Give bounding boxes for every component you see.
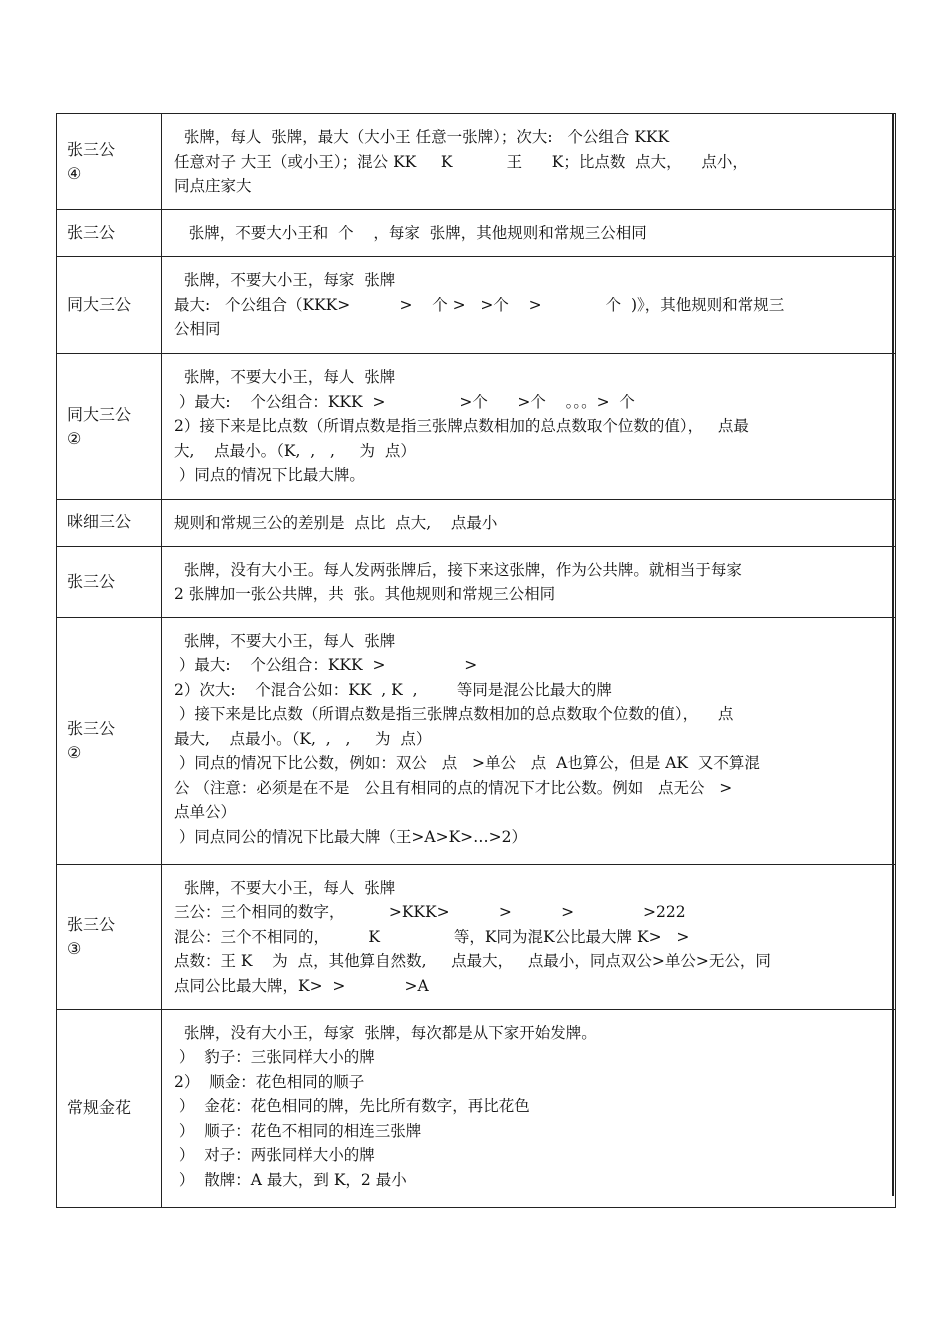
table-row bbox=[57, 210, 896, 257]
rule-line: ）同点同公的情况下比最大牌（王>A>K>…>2） bbox=[174, 827, 528, 846]
rule-description-cell bbox=[162, 354, 896, 500]
game-name: 张三公 bbox=[67, 223, 116, 242]
rule-line: ） 散牌：A 最大，到 K，2 最小 bbox=[174, 1170, 407, 1189]
game-name-cell bbox=[57, 864, 162, 1009]
rule-line: 点同公比最大牌，K> > >A bbox=[174, 976, 429, 995]
table-row bbox=[57, 864, 896, 1009]
rule-line: ） 豹子：三张同样大小的牌 bbox=[174, 1048, 375, 1066]
rule-line: ）接下来是比点数（所谓点数是指三张牌点数相加的总点数取个位数的值）， 点 bbox=[174, 705, 734, 723]
rule-line: 张牌，不要大小王，每家 张牌 bbox=[174, 271, 396, 289]
rule-line: 任意对子 大王（或小王）；混公 KK K 王 K；比点数 点大， 点小， bbox=[174, 152, 748, 171]
game-name-cell bbox=[57, 500, 162, 547]
table-row bbox=[57, 1009, 896, 1207]
rule-line: ）最大: 个公组合：KKK > > bbox=[174, 656, 478, 674]
table-row bbox=[57, 617, 896, 864]
rule-line: 点单公） bbox=[174, 803, 237, 821]
rule-line: 公相同 bbox=[174, 320, 221, 338]
rule-line: 最大, 点最小。（K, , , 为 点） bbox=[174, 729, 432, 748]
game-name: 同大三公 bbox=[67, 295, 132, 314]
rule-line: 三公：三个相同的数字， >KKK> > > >222 bbox=[174, 903, 686, 921]
rule-line: 2）接下来是比点数（所谓点数是指三张牌点数相加的总点数取个位数的值）， 点最 bbox=[174, 417, 749, 435]
table-row bbox=[57, 114, 896, 210]
rule-line: 张牌，没有大小王。每人发两张牌后，接下来这张牌，作为公共牌。就相当于每家 bbox=[174, 560, 742, 579]
rule-line: ）最大: 个公组合：KKK > >个 >个 。。。> 个 bbox=[174, 392, 635, 411]
rule-line: 张牌，不要大小王，每人 张牌 bbox=[174, 368, 396, 386]
rule-line: 规则和常规三公的差别是 点比 点大, 点最小 bbox=[174, 514, 498, 532]
rule-line: ） 金花：花色相同的牌，先比所有数字，再比花色 bbox=[174, 1097, 530, 1115]
rule-line: 同点庄家大 bbox=[174, 177, 252, 195]
game-variant-number: ③ bbox=[67, 938, 82, 958]
rule-line: 张牌，不要大小王，每人 张牌 bbox=[174, 631, 396, 650]
rule-description-cell bbox=[162, 546, 896, 617]
rule-line: 2）次大: 个混合公如：KK , K , 等同是混公比最大的牌 bbox=[174, 680, 612, 699]
game-name: 咪细三公 bbox=[67, 512, 132, 531]
game-name-cell bbox=[57, 354, 162, 500]
game-name-cell bbox=[57, 114, 162, 210]
rules-table-body bbox=[57, 114, 896, 1208]
table-row bbox=[57, 500, 896, 547]
rule-line: 张牌，没有大小王，每家 张牌，每次都是从下家开始发牌。 bbox=[174, 1023, 597, 1042]
game-name-cell bbox=[57, 257, 162, 354]
rules-table bbox=[56, 113, 896, 1208]
rule-description-cell bbox=[162, 500, 896, 547]
rule-line: 2 张牌加一张公共牌，共 张。其他规则和常规三公相同 bbox=[174, 585, 556, 603]
table-row bbox=[57, 354, 896, 500]
rule-line: ） 顺子：花色不相同的相连三张牌 bbox=[174, 1121, 422, 1140]
rule-line: ）同点的情况下比公数，例如：双公 点 >单公 点 A也算公，但是 AK 又不算混 bbox=[174, 754, 760, 772]
rule-description-cell bbox=[162, 114, 896, 210]
rule-line: 张牌，每人 张牌，最大（大小王 任意一张牌）；次大: 个公组合 KKK bbox=[174, 128, 670, 146]
game-name: 张三公 bbox=[67, 718, 116, 738]
game-variant-number: ④ bbox=[67, 163, 82, 183]
game-name: 张三公 bbox=[67, 139, 116, 159]
rule-line: 最大: 个公组合（KKK> > 个 > >个 > 个 )》，其他规则和常规三 bbox=[174, 295, 785, 314]
table-right-border bbox=[892, 113, 894, 1196]
rule-line: 点数：王 K 为 点，其他算自然数, 点最大， 点最小，同点双公>单公>无公，同 bbox=[174, 952, 771, 970]
table-row bbox=[57, 257, 896, 354]
rule-description-cell bbox=[162, 617, 896, 864]
game-name: 同大三公 bbox=[67, 404, 132, 424]
rule-line: 混公：三个不相同的， K 等，K同为混K公比最大牌 K> > bbox=[174, 927, 690, 946]
game-variant-number: ② bbox=[67, 428, 82, 448]
rule-line: 公 （注意：必须是在不是 公且有相同的点的情况下才比公数。例如 点无公 > bbox=[174, 778, 733, 797]
rule-description-cell bbox=[162, 257, 896, 354]
rule-line: ） 对子：两张同样大小的牌 bbox=[174, 1146, 375, 1164]
table-row bbox=[57, 546, 896, 617]
game-name: 张三公 bbox=[67, 914, 116, 934]
game-name: 常规金花 bbox=[67, 1098, 132, 1117]
game-variant-number: ② bbox=[67, 742, 82, 762]
rule-line: 大, 点最小。（K, , , 为 点） bbox=[174, 441, 416, 460]
game-name-cell bbox=[57, 617, 162, 864]
rule-line: 张牌，不要大小王，每人 张牌 bbox=[174, 878, 396, 897]
game-name-cell bbox=[57, 210, 162, 257]
rule-description-cell bbox=[162, 1009, 896, 1207]
game-name-cell bbox=[57, 546, 162, 617]
rule-description-cell bbox=[162, 864, 896, 1009]
rule-line: 张牌，不要大小王和 个 ，每家 张牌，其他规则和常规三公相同 bbox=[174, 224, 647, 242]
rule-line: 2） 顺金：花色相同的顺子 bbox=[174, 1072, 365, 1091]
rule-line: ）同点的情况下比最大牌。 bbox=[174, 466, 365, 484]
game-name: 张三公 bbox=[67, 571, 116, 591]
rule-description-cell bbox=[162, 210, 896, 257]
game-name-cell bbox=[57, 1009, 162, 1207]
